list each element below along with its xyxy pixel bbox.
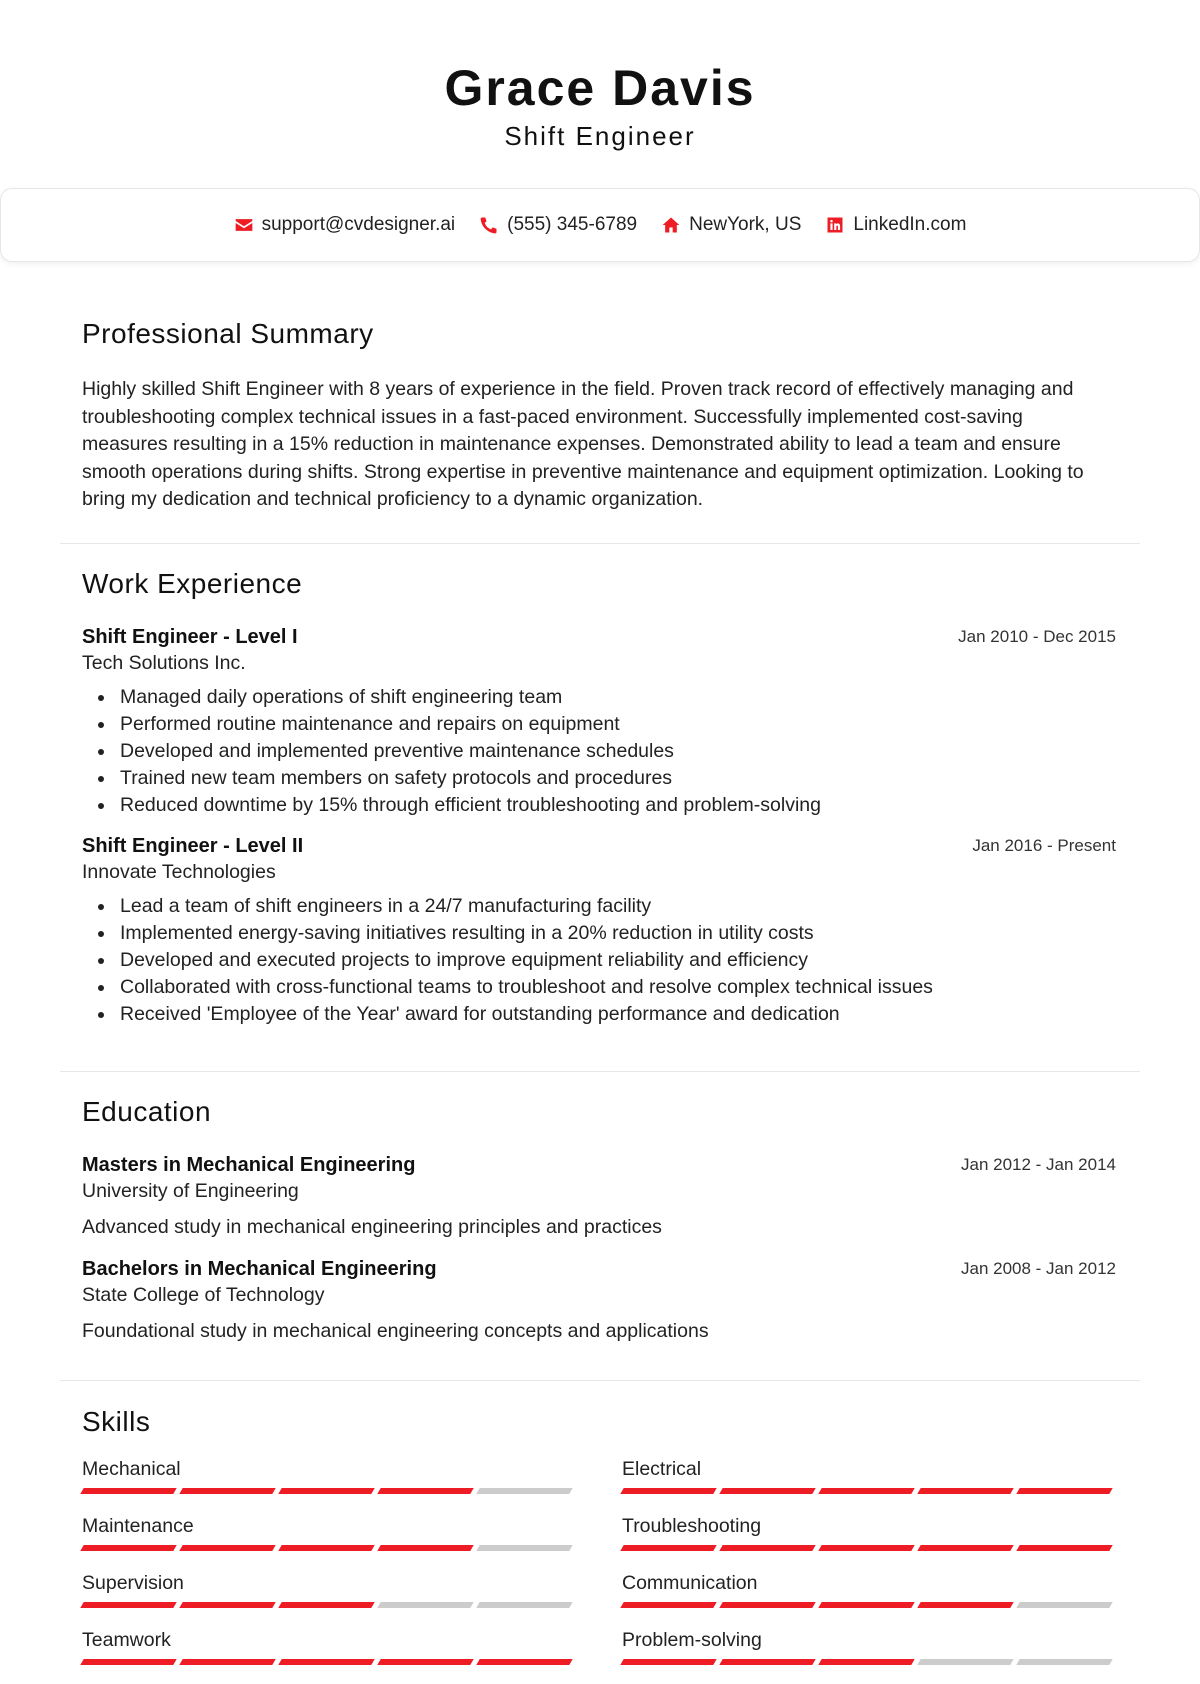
contact-bar [0, 188, 1200, 262]
skill-name: Mechanical [82, 1458, 181, 1480]
job-title: Shift Engineer - Level II [82, 835, 304, 857]
skill-level-bar [622, 1545, 1114, 1551]
skill-level-bar [82, 1488, 574, 1494]
section-divider [60, 1071, 1140, 1072]
job-dates: Jan 2010 - Dec 2015 [958, 627, 1116, 646]
experience-heading: Work Experience [82, 568, 303, 599]
skill-segment-filled [1016, 1488, 1112, 1494]
skill-name: Communication [622, 1572, 758, 1594]
experience-section [60, 568, 1140, 1028]
phone-icon [479, 215, 499, 235]
skill-item [82, 1456, 574, 1513]
skill-item [82, 1570, 574, 1627]
list-item: Implemented energy-saving initiatives resulting in a 20% reduction in utility costs [82, 920, 1116, 947]
skill-segment-empty [917, 1659, 1013, 1665]
skill-segment-filled [278, 1545, 374, 1551]
education-description: Advanced study in mechanical engineering principles and practices [82, 1216, 662, 1238]
list-item: Trained new team members on safety protocols and procedures [82, 765, 1116, 792]
skill-segment-filled [179, 1488, 275, 1494]
skill-name: Troubleshooting [622, 1515, 762, 1537]
skill-name: Supervision [82, 1572, 184, 1594]
skill-segment-filled [179, 1602, 275, 1608]
contact-linkedin[interactable] [825, 214, 966, 236]
skill-segment-empty [476, 1602, 572, 1608]
education-entry [60, 1256, 1140, 1344]
list-item: Developed and implemented preventive maintenance schedules [82, 738, 1116, 765]
skill-segment-filled [620, 1488, 716, 1494]
skill-segment-filled [80, 1602, 176, 1608]
skill-segment-filled [80, 1488, 176, 1494]
job-dates: Jan 2016 - Present [972, 836, 1116, 855]
education-entry [60, 1152, 1140, 1240]
skill-segment-filled [278, 1659, 374, 1665]
skill-segment-filled [278, 1602, 374, 1608]
skill-level-bar [82, 1602, 574, 1608]
skill-segment-filled [917, 1602, 1013, 1608]
skill-segment-filled [179, 1545, 275, 1551]
skill-segment-filled [377, 1659, 473, 1665]
skill-segment-filled [818, 1659, 914, 1665]
skill-segment-filled [278, 1488, 374, 1494]
skill-segment-filled [917, 1488, 1013, 1494]
list-item: Collaborated with cross-functional teams to troubleshoot and resolve complex technical issues [82, 974, 1116, 1001]
skill-item [82, 1627, 574, 1684]
skill-segment-filled [620, 1545, 716, 1551]
skill-segment-filled [620, 1602, 716, 1608]
skill-segment-filled [80, 1545, 176, 1551]
job-title: Shift Engineer - Level I [82, 626, 298, 648]
skills-section [60, 1406, 1140, 1684]
skill-segment-empty [476, 1545, 572, 1551]
skills-grid [60, 1456, 1140, 1684]
skill-segment-filled [620, 1659, 716, 1665]
skill-name: Problem-solving [622, 1629, 762, 1651]
education-description: Foundational study in mechanical engineering concepts and applications [82, 1320, 709, 1342]
contact-email[interactable] [234, 214, 456, 236]
skill-level-bar [82, 1545, 574, 1551]
skill-level-bar [622, 1602, 1114, 1608]
summary-text: Highly skilled Shift Engineer with 8 years of experience in the field. Proven track record of effectively managing and troubleshooting complex technical issues in a fast-paced environment. Successfully implemented cost-saving measures resulting in a 15% reduction in maintenance expenses. Demonstrated ability to lead a team and ensure smooth operations during shifts. Strong expertise in preventive maintenance and equipment optimization. Looking to bring my dedication and technical proficiency to a dynamic organization. [82, 378, 1084, 510]
education-school: State College of Technology [82, 1284, 325, 1306]
summary-heading: Professional Summary [82, 318, 374, 349]
contact-phone-text: (555) 345-6789 [507, 214, 638, 235]
skill-name: Electrical [622, 1458, 702, 1480]
skill-item [622, 1513, 1114, 1570]
list-item: Received 'Employee of the Year' award for outstanding performance and dedication [82, 1001, 1116, 1028]
skill-item [622, 1456, 1114, 1513]
skill-segment-filled [719, 1488, 815, 1494]
section-divider [60, 1380, 1140, 1381]
skill-segment-empty [1016, 1602, 1112, 1608]
candidate-role: Shift Engineer [504, 121, 696, 151]
skill-segment-filled [377, 1488, 473, 1494]
skill-segment-filled [818, 1602, 914, 1608]
education-degree: Masters in Mechanical Engineering [82, 1154, 416, 1176]
list-item: Performed routine maintenance and repairs on equipment [82, 711, 1116, 738]
skill-segment-empty [1016, 1659, 1112, 1665]
skill-name: Maintenance [82, 1515, 194, 1537]
education-dates: Jan 2012 - Jan 2014 [960, 1155, 1116, 1174]
resume-header [0, 0, 1200, 152]
skill-level-bar [622, 1659, 1114, 1665]
skill-name: Teamwork [82, 1629, 171, 1651]
linkedin-icon [825, 215, 845, 235]
skill-segment-filled [377, 1545, 473, 1551]
list-item: Managed daily operations of shift engineering team [82, 684, 1116, 711]
contact-location [661, 214, 801, 236]
skill-segment-filled [179, 1659, 275, 1665]
education-section [60, 1096, 1140, 1344]
home-icon [661, 215, 681, 235]
job-entry [60, 624, 1140, 819]
list-item: Lead a team of shift engineers in a 24/7 manufacturing facility [82, 893, 1116, 920]
job-company: Tech Solutions Inc. [82, 652, 246, 674]
skill-level-bar [82, 1659, 574, 1665]
skill-segment-filled [80, 1659, 176, 1665]
skill-segment-filled [719, 1545, 815, 1551]
contact-linkedin-text: LinkedIn.com [853, 214, 967, 235]
education-degree: Bachelors in Mechanical Engineering [82, 1258, 437, 1280]
skill-item [622, 1627, 1114, 1684]
skill-item [82, 1513, 574, 1570]
section-divider [60, 543, 1140, 544]
contact-location-text: NewYork, US [689, 214, 802, 235]
job-company: Innovate Technologies [82, 861, 276, 883]
job-bullets [82, 684, 1116, 819]
skill-segment-filled [818, 1488, 914, 1494]
skill-level-bar [622, 1488, 1114, 1494]
skill-segment-filled [917, 1545, 1013, 1551]
candidate-name: Grace Davis [444, 60, 756, 116]
skill-segment-empty [476, 1488, 572, 1494]
skill-segment-filled [719, 1602, 815, 1608]
summary-section [60, 318, 1140, 514]
job-bullets [82, 893, 1116, 1028]
envelope-icon [234, 215, 254, 235]
list-item: Developed and executed projects to improve equipment reliability and efficiency [82, 947, 1116, 974]
skill-item [622, 1570, 1114, 1627]
job-entry [60, 833, 1140, 1028]
skills-heading: Skills [82, 1406, 151, 1437]
skill-segment-filled [476, 1659, 572, 1665]
skill-segment-filled [1016, 1545, 1112, 1551]
skill-segment-filled [818, 1545, 914, 1551]
education-heading: Education [82, 1096, 212, 1127]
education-dates: Jan 2008 - Jan 2012 [960, 1259, 1116, 1278]
contact-email-text: support@cvdesigner.ai [261, 214, 456, 235]
skill-segment-empty [377, 1602, 473, 1608]
list-item: Reduced downtime by 15% through efficient troubleshooting and problem-solving [82, 792, 1116, 819]
contact-phone[interactable] [479, 214, 637, 236]
education-school: University of Engineering [82, 1180, 299, 1202]
skill-segment-filled [719, 1659, 815, 1665]
